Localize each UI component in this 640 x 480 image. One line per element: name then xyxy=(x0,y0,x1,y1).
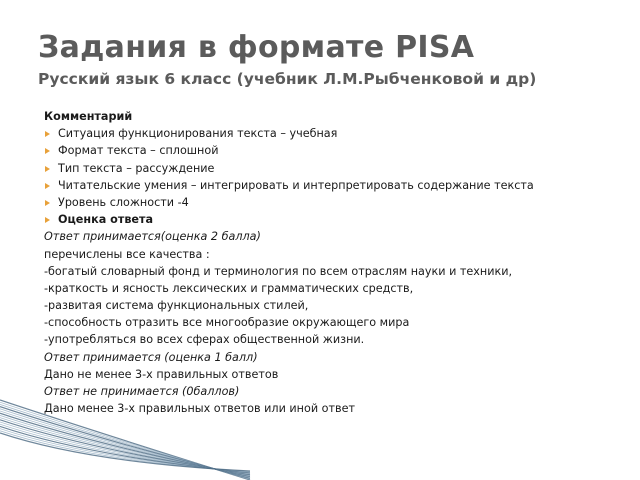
answer-accepted-1-heading: Ответ принимается (оценка 1 балл) xyxy=(44,350,258,364)
slide-subtitle: Русский язык 6 класс (учебник Л.М.Рыбченковой и др) xyxy=(38,70,537,88)
bullet-text: Читательские умения – интегрировать и интерпретировать содержание текста xyxy=(58,178,534,192)
bullet-arrow-icon xyxy=(45,200,50,206)
body-line: -развитая система функциональных стилей, xyxy=(44,299,309,313)
slide-body xyxy=(44,108,624,417)
decorative-line xyxy=(0,407,250,479)
bullet-item xyxy=(44,125,624,142)
bullet-text: Оценка ответа xyxy=(58,213,154,227)
bullet-item xyxy=(44,177,624,194)
body-line: -употребляться во всех сферах общественной жизни. xyxy=(44,333,365,347)
answer-accepted-2-heading: Ответ принимается(оценка 2 балла) xyxy=(44,230,261,244)
decorative-swoosh-lines xyxy=(0,400,250,480)
bullet-item xyxy=(44,160,624,177)
bullet-arrow-icon xyxy=(45,183,50,189)
bullet-arrow-icon xyxy=(45,148,50,154)
body-line: перечислены все качества : xyxy=(44,247,210,261)
bullet-text: Тип текста – рассуждение xyxy=(58,161,215,175)
body-line: Дано не менее 3-х правильных ответов xyxy=(44,367,279,381)
bullet-arrow-icon xyxy=(45,131,50,137)
slide-title: Задания в формате PISA xyxy=(38,30,475,65)
bullet-text: Уровень сложности -4 xyxy=(58,195,189,209)
answer-rejected-heading: Ответ не принимается (0баллов) xyxy=(44,385,240,398)
body-line: -способность отразить все многообразие окружающего мира xyxy=(44,316,410,330)
bullet-arrow-icon xyxy=(45,166,50,172)
body-line: -краткость и ясность лексических и грамматических средств, xyxy=(44,281,414,295)
body-line: -богатый словарный фонд и терминология по всем отраслям науки и техники, xyxy=(44,264,513,278)
bullet-arrow-icon xyxy=(45,217,50,223)
bullet-item xyxy=(44,142,624,159)
bullet-text: Ситуация функционирования текста – учебная xyxy=(58,127,338,141)
decorative-line xyxy=(0,418,250,476)
comment-heading: Комментарий xyxy=(44,110,133,123)
bullet-item xyxy=(44,194,624,211)
bullet-item xyxy=(44,211,624,228)
body-line: Дано менее 3-х правильных ответов или иной ответ xyxy=(44,402,356,416)
corner-decoration xyxy=(0,390,260,480)
bullet-text: Формат текста – сплошной xyxy=(58,144,219,158)
